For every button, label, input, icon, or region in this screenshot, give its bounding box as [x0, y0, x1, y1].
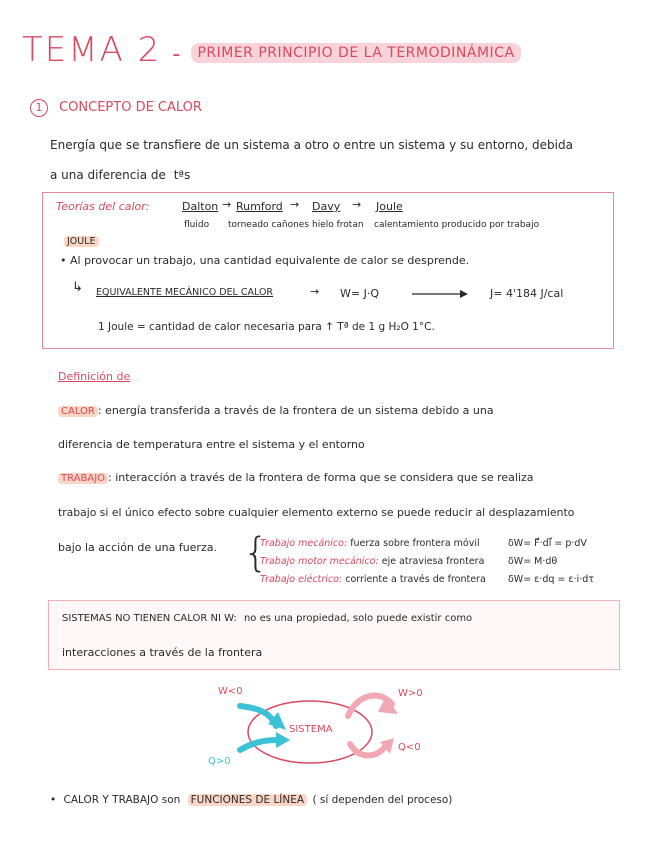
section-title: CONCEPTO DE CALOR	[59, 100, 202, 115]
types-brace: {	[243, 530, 269, 576]
arrow-3: →	[352, 198, 362, 211]
trabajo-text-1: : interacción a través de la frontera de forma que se considera que se realiza	[108, 471, 534, 484]
title-dash: -	[172, 42, 181, 67]
concept-line-2-text: a una diferencia de	[50, 168, 166, 182]
arrow-1: →	[222, 198, 232, 211]
work-type-name: Trabajo motor mecánico:	[260, 556, 379, 567]
work-type-desc: corriente a través de frontera	[345, 574, 486, 585]
label-q-in: Q>0	[208, 756, 231, 767]
equiv-value: J= 4'184 J/cal	[490, 287, 564, 300]
calor-label: CALOR	[58, 406, 98, 417]
theory-rumford: Rumford	[236, 200, 283, 213]
footer-text-1: CALOR Y TRABAJO son	[63, 794, 181, 806]
systems-text-1: no es una propiedad, solo puede existir como	[243, 613, 473, 624]
calor-text-1: : energía transferida a través de la frontera de un sistema debido a una	[97, 404, 494, 417]
footer-highlight: FUNCIONES DE LÍNEA	[188, 794, 307, 806]
work-type-name: Trabajo eléctrico:	[260, 574, 343, 585]
work-formula-mechanical: δW= F⃗·dl⃗ = p·dV	[508, 538, 587, 549]
trabajo-line-2: trabajo si el único efecto sobre cualquier elemento externo se puede reducir al desplazamiento	[58, 506, 575, 519]
concept-line-1: Energía que se transfiere de un sistema a otro o entre un sistema y su entorno, debida	[50, 138, 573, 152]
joule-text: • Al provocar un trabajo, una cantidad equivalente de calor se desprende.	[60, 254, 470, 267]
temperature-symbol: tªs	[173, 168, 191, 182]
label-q-out: Q<0	[398, 742, 421, 753]
work-type-desc: fuerza sobre frontera móvil	[350, 538, 480, 549]
q-out-arrow	[350, 744, 386, 756]
desc-joule: calentamiento producido por trabajo	[374, 220, 540, 230]
equiv-arrow: →	[310, 285, 320, 298]
theory-dalton: Dalton	[182, 200, 219, 213]
work-formula-motor: δW= M·dθ	[508, 556, 558, 567]
equiv-label: EQUIVALENTE MECÁNICO DEL CALOR	[96, 287, 274, 298]
desc-rumford: torneado cañones	[228, 220, 310, 230]
systems-label: SISTEMAS NO TIENEN CALOR NI W:	[62, 613, 237, 624]
footer-text-2: ( sí dependen del proceso)	[312, 794, 453, 806]
diagram-center: SISTEMA	[289, 724, 333, 735]
theory-joule: Joule	[376, 200, 403, 213]
work-type-desc: eje atraviesa frontera	[381, 556, 485, 567]
work-type-name: Trabajo mecánico:	[260, 538, 348, 549]
q-in-arrowhead	[276, 732, 290, 748]
tema-title: TEMA 2	[22, 30, 162, 70]
section-number: 1	[30, 99, 48, 117]
desc-dalton: fluido	[184, 220, 210, 230]
joule-label-text: JOULE	[64, 236, 99, 247]
equiv-formula: W= J·Q	[340, 287, 379, 300]
corner-arrow: ↳	[72, 280, 83, 295]
trabajo-label: TRABAJO	[58, 473, 108, 484]
subtitle: PRIMER PRINCIPIO DE LA TERMODINÁMICA	[191, 43, 520, 63]
label-w-out: W>0	[398, 688, 423, 699]
trabajo-line-3: bajo la acción de una fuerza.	[58, 541, 217, 554]
theory-davy: Davy	[312, 200, 341, 213]
work-formula-electrical: δW= ε·dq = ε·i·dτ	[508, 574, 594, 585]
theories-label: Teorías del calor:	[56, 200, 150, 213]
footer-line	[50, 794, 452, 806]
desc-davy: hielo frotan	[312, 220, 364, 230]
label-w-in: W<0	[218, 686, 243, 697]
arrow-2: →	[290, 198, 300, 211]
systems-line-2: interacciones a través de la frontera	[62, 646, 263, 659]
joule-definition: 1 Joule = cantidad de calor necesaria para ↑ Tª de 1 g H₂O 1°C.	[98, 321, 435, 333]
calor-line-2: diferencia de temperatura entre el sistema y el entorno	[58, 438, 365, 451]
definitions-title: Definición de	[58, 370, 131, 383]
footer-bullet: •	[50, 794, 57, 806]
